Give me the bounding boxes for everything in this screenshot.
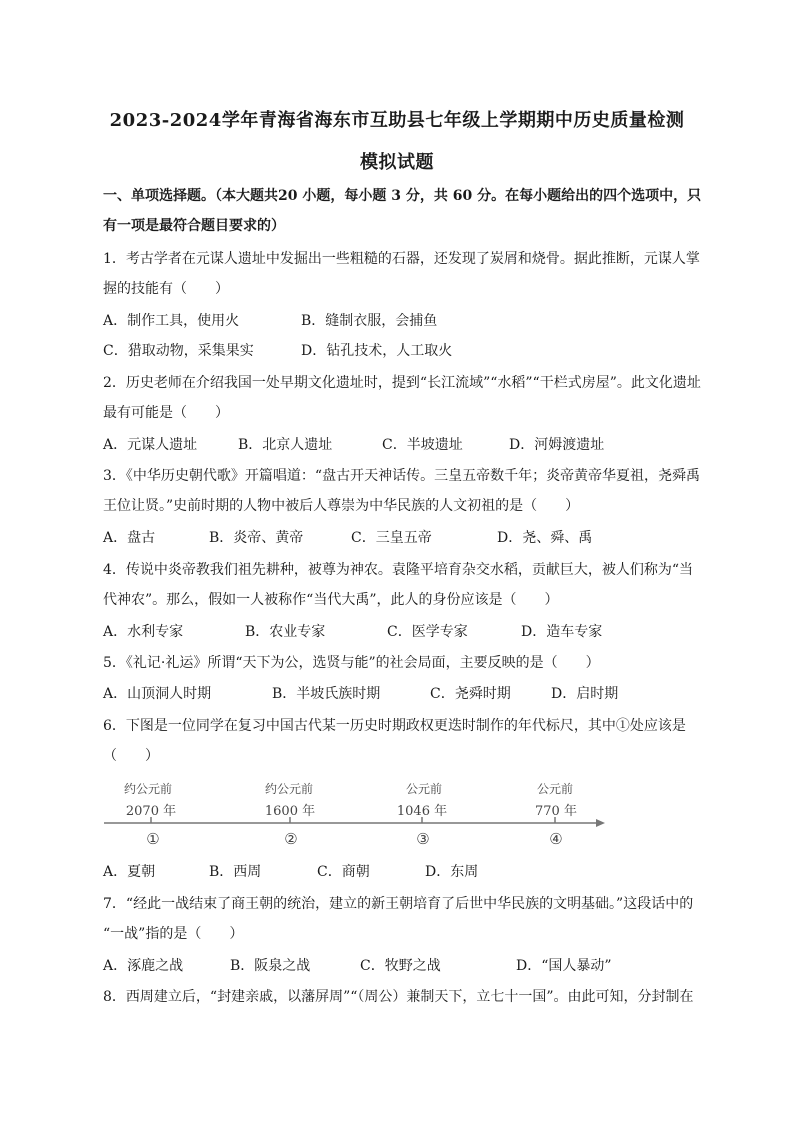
- q2-option-a[interactable]: A．元谋人遗址: [103, 437, 198, 453]
- section-heading-line1: 一、单项选择题。（本大题共20 小题，每小题 3 分，共 60 分。在每小题给出的四个选项中，只: [103, 188, 702, 204]
- question-4-line1: 4．传说中炎帝教我们祖先耕种，被尊为神农。袁隆平培育杂交水稻，贡献巨大，被人们称为“当: [103, 562, 694, 578]
- question-4-line2: 代神农”。那么，假如一人被称作“当代大禹”，此人的身份应该是（ ）: [103, 592, 559, 608]
- question-6-line2: （ ）: [103, 748, 159, 764]
- timeline-year-1: 2070 年: [125, 804, 177, 819]
- q6-option-b[interactable]: B．西周: [209, 864, 262, 880]
- q4-option-c[interactable]: C．医学专家: [387, 624, 468, 640]
- q5-option-d[interactable]: D．启时期: [551, 686, 619, 702]
- question-1-line1: 1．考古学者在元谋人遗址中发掘出一些粗糙的石器，还发现了炭屑和烧骨。据此推断，元谋人掌: [103, 251, 700, 267]
- q4-option-a[interactable]: A．水利专家: [103, 624, 184, 640]
- timeline-mark-4: ④: [549, 830, 563, 848]
- q7-option-c[interactable]: C．牧野之战: [360, 958, 441, 974]
- q2-option-b[interactable]: B．北京人遗址: [238, 437, 333, 453]
- q4-option-b[interactable]: B．农业专家: [245, 624, 326, 640]
- question-6-line1: 6．下图是一位同学在复习中国古代某一历史时期政权更迭时制作的年代标尺，其中①处应该是: [103, 718, 686, 734]
- section-heading-line2: 有一项是最符合题目要求的）: [103, 218, 285, 234]
- q2-option-c[interactable]: C．半坡遗址: [382, 437, 463, 453]
- q1-option-a[interactable]: A．制作工具，使用火: [103, 313, 240, 329]
- timeline-label-3: 公元前: [405, 782, 442, 796]
- timeline-year-4: 770 年: [535, 804, 577, 819]
- question-7-line2: “一战”指的是（ ）: [103, 926, 244, 942]
- q3-option-b[interactable]: B．炎帝、黄帝: [209, 530, 304, 546]
- timeline-label-4: 公元前: [536, 782, 573, 796]
- q1-option-b[interactable]: B．缝制衣服，会捕鱼: [301, 313, 438, 329]
- q5-option-b[interactable]: B．半坡氏族时期: [272, 686, 381, 702]
- q5-option-a[interactable]: A．山顶洞人时期: [103, 686, 212, 702]
- question-7-line1: 7．“经此一战结束了商王朝的统治，建立的新王朝培育了后世中华民族的文明基础。”这段话中的: [103, 896, 694, 912]
- question-2-line1: 2．历史老师在介绍我国一处早期文化遗址时，提到“长江流域”“水稻”“干栏式房屋”。此文化遗址: [103, 375, 701, 391]
- q5-option-c[interactable]: C．尧舜时期: [430, 686, 511, 702]
- question-2-line2: 最有可能是（ ）: [103, 405, 229, 421]
- exam-title-line1: 2023-2024学年青海省海东市互助县七年级上学期期中历史质量检测: [109, 110, 685, 131]
- timeline-figure: [100, 776, 610, 851]
- q7-option-b[interactable]: B．阪泉之战: [230, 958, 311, 974]
- q3-option-a[interactable]: A．盘古: [103, 530, 156, 546]
- question-1-line2: 握的技能有（ ）: [103, 281, 229, 297]
- q6-option-a[interactable]: A．夏朝: [103, 864, 156, 880]
- timeline-axis: [100, 814, 610, 834]
- timeline-mark-1: ①: [146, 830, 160, 848]
- timeline-year-2: 1600 年: [264, 804, 316, 819]
- q4-option-d[interactable]: D．造车专家: [521, 624, 603, 640]
- question-5-line1: 5．《礼记·礼运》所谓“天下为公，选贤与能”的社会局面，主要反映的是（ ）: [103, 655, 600, 671]
- q7-option-a[interactable]: A．涿鹿之战: [103, 958, 184, 974]
- q2-option-d[interactable]: D．河姆渡遗址: [509, 437, 605, 453]
- q6-option-d[interactable]: D．东周: [425, 864, 479, 880]
- timeline-mark-2: ②: [284, 830, 298, 848]
- timeline-label-1: 约公元前: [123, 782, 172, 796]
- timeline-label-2: 约公元前: [264, 782, 313, 796]
- q3-option-c[interactable]: C．三皇五帝: [351, 530, 432, 546]
- question-8-line1: 8．西周建立后，“封建亲戚，以藩屏周”“（周公）兼制天下，立七十一国”。由此可知，分封制在: [103, 989, 694, 1005]
- q7-option-d[interactable]: D．“国人暴动”: [516, 958, 612, 974]
- q6-option-c[interactable]: C．商朝: [317, 864, 370, 880]
- q3-option-d[interactable]: D．尧、舜、禹: [497, 530, 593, 546]
- question-3-line1: 3．《中华历史朝代歌》开篇唱道：“盘古开天神话传。三皇五帝数千年；炎帝黄帝华夏祖，尧舜禹: [103, 468, 701, 484]
- exam-title-line2: 模拟试题: [360, 152, 434, 173]
- question-3-line2: 王位让贤。”史前时期的人物中被后人尊崇为中华民族的人文初祖的是（ ）: [103, 498, 580, 514]
- q1-option-d[interactable]: D．钻孔技术，人工取火: [301, 343, 453, 359]
- timeline-year-3: 1046 年: [396, 804, 448, 819]
- q1-option-c[interactable]: C．猎取动物，采集果实: [103, 343, 254, 359]
- timeline-mark-3: ③: [416, 830, 430, 848]
